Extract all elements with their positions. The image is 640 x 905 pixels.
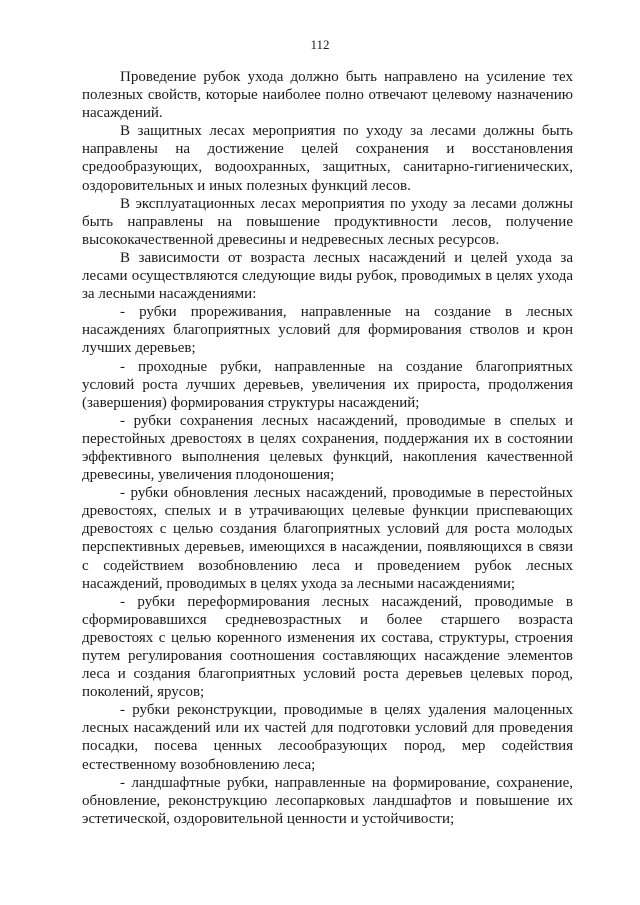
paragraph-production-forests: В эксплуатационных лесах мероприятия по уходу за лесами должны быть направлены на повышение продуктивности лесов, получение высококачественной древесины и недревесных лесных ресурсов.	[82, 195, 573, 248]
list-item-landscape-cuttings: - ландшафтные рубки, направленные на формирование, сохранение, обновление, реконструкцию лесопарковых ландшафтов и повышение их эстетической, оздоровительной ценности и устойчивости;	[82, 774, 573, 827]
paragraph-protective-forests: В защитных лесах мероприятия по уходу за лесами должны быть направлены на достижение целей сохранения и восстановления средообразующих, водоохранных, защитных, санитарно-гигиенических, оздоровительных и иных полезных функций лесов.	[82, 123, 573, 194]
page-number: 112	[310, 37, 330, 52]
paragraph-intro: Проведение рубок ухода должно быть направлено на усиление тех полезных свойств, которые наиболее полно отвечают целевому назначению насаждений.	[82, 69, 573, 122]
document-body	[82, 68, 573, 828]
list-item-renewal-cuttings: - рубки обновления лесных насаждений, проводимые в перестойных древостоях, спелых и в утрачивающих целевые функции приспевающих древостоях с целью создания благоприятных условий для роста молодых перспективных деревьев, имеющихся в насаждении, появляющихся в связи с содействием возобновлению леса и проведением рубок лесных насаждений, проводимых в целях ухода за лесными насаждениями;	[82, 485, 573, 592]
list-item-preservation-cuttings: - рубки сохранения лесных насаждений, проводимые в спелых и перестойных древостоях в целях сохранения, поддержания их в состоянии эффективного выполнения целевых функций, накопления качественной древесины, увеличения плодоношения;	[82, 412, 573, 484]
list-item-reconstruction-cuttings: - рубки реконструкции, проводимые в целях удаления малоценных лесных насаждений или их частей для подготовки условий для проведения посадки, посева ценных лесообразующих пород, мер содействия естественному возобновлению леса;	[82, 702, 573, 773]
list-item-passing-cuttings: - проходные рубки, направленные на создание благоприятных условий роста лучших деревьев, увеличения их прироста, продолжения (завершения) формирования структуры насаждений;	[82, 358, 573, 411]
paragraph-cutting-types-intro: В зависимости от возраста лесных насаждений и целей ухода за лесами осуществляются следующие виды рубок, проводимых в целях ухода за лесными насаждениями:	[82, 249, 573, 303]
list-item-reformation-cuttings: - рубки переформирования лесных насаждений, проводимые в сформировавшихся средневозрастных и более старшего возраста древостоях с целью коренного изменения их состава, структуры, строения путем регулирования соотношения составляющих насаждение элементов леса и создания благоприятных условий роста деревьев целевых пород, поколений, ярусов;	[82, 593, 573, 701]
list-item-thinning: - рубки прореживания, направленные на создание в лесных насаждениях благоприятных условий для формирования стволов и крон лучших деревьев;	[82, 304, 573, 357]
